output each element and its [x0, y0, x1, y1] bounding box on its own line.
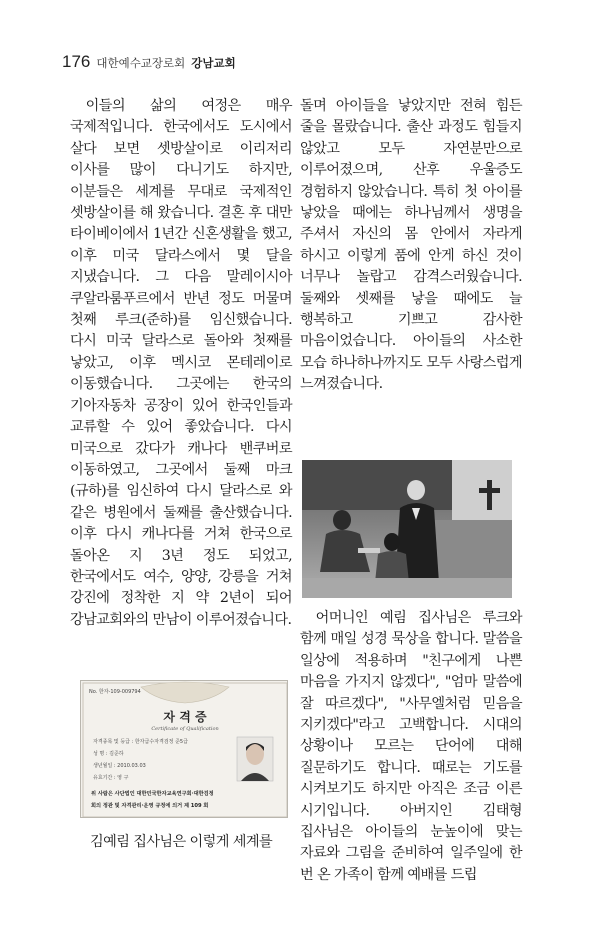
certificate-row: 성 명 : 김준하: [93, 751, 124, 757]
certificate-row: 유효기간 : 영 구: [93, 775, 129, 781]
left-bottom-text: 김예림 집사님은 이렇게 세계를: [90, 834, 273, 850]
certificate-photo: [80, 680, 288, 818]
certificate-number: No. 한자-109-009794: [89, 689, 141, 695]
right-paragraph-top: 돌며 아이들을 낳았지만 전혀 힘든 줄을 몰랐습니다. 출산 과정도 힘들지 않았고 모두 자연분만으로 이루어졌으며, 산후 우울증도 경험하지 않았습니다. 특히 첫 아이를 낳았을 때에는 하나님께서 생명을 주셔서 자신의 몸 안에서 자라게 하시고 이렇게 품에 안게 하신 것이 너무나 놀랍고 감격스러웠습니다. 둘째와 셋째를 낳을 때에도 늘 행복하고 기쁘고 감사한 마음이었습니다. 아이들의 사소한 모습 하나하나까지도 모두 사랑스럽게 느껴졌습니다.: [300, 98, 522, 393]
certificate-row: 생년월일 : 2010.03.03: [93, 763, 146, 769]
right-column-lower: [300, 608, 522, 886]
page-header: [62, 52, 236, 74]
certificate-footer: 회의 정관 및 자격관리·운영 규정에 의거 제 109 회: [91, 803, 209, 809]
right-column: [300, 96, 522, 396]
certificate-row: 자격종목 및 등급 : 한자급수자격검정 준5급: [93, 739, 188, 745]
certificate-subtitle: Certificate of Qualification: [151, 726, 219, 732]
header-org: 대한예수교장로회: [96, 56, 186, 70]
header-church: 강남교회: [191, 56, 236, 70]
left-column: [70, 96, 292, 631]
certificate-title: 자 격 증: [163, 710, 207, 724]
child-portrait: [237, 737, 273, 781]
page-number: 176: [62, 52, 91, 71]
right-paragraph-bottom: 어머니인 예림 집사님은 루크와 함께 매일 성경 묵상을 합니다. 말씀을 일상에 적용하며 "친구에게 나쁜 마음을 가지지 않겠다", "엄마 말씀에 잘 따르겠다", "사무엘처럼 믿음을 지키겠다"라고 고백합니다. 시대의 상황이나 모르는 단어에 대해 질문하기도 합니다. 때로는 기도를 시켜보기도 하지만 아직은 조금 이른 시기입니다. 아버지인 김태형 집사님은 아이들의 눈높이에 맞는 자료와 그림을 준비하여 일주일에 한 번 온 가족이 함께 예배를 드립: [300, 610, 522, 883]
certificate-footer: 위 사람은 사단법인 대한민국한자교육연구회·대한검정: [91, 791, 214, 797]
church-photo: [302, 460, 512, 598]
left-paragraph: 이들의 삶의 여정은 매우 국제적입니다. 한국에서도 도시에서 살다 보면 셋방살이로 이리저리 이사를 많이 다니기도 하지만, 이분들은 세계를 무대로 국제적인 셋방살이를 해 왔습니다. 결혼 후 대만 타이베이에서 1년간 신혼생활을 했고, 이후 미국 달라스에서 몇 달을 지냈습니다. 그 다음 말레이시아 쿠알라룸푸르에서 반년 정도 머물며 첫째 루크(준하)를 임신했습니다. 다시 미국 달라스로 돌아와 첫째를 낳았고, 이후 멕시코 몬테레이로 이동했습니다. 그곳에는 한국의 기아자동차 공장이 있어 한국인들과 교류할 수 있어 좋았습니다. 다시 미국으로 갔다가 캐나다 밴쿠버로 이동하였고, 그곳에서 둘째 마크(규하)를 임신하여 다시 달라스로 와 같은 병원에서 둘째를 출산했습니다. 이후 다시 캐나다를 거쳐 한국으로 돌아온 지 3년 정도 되었고, 한국에서도 여수, 양양, 강릉을 거쳐 강진에 정착한 지 약 2년이 되어 강남교회와의 만남이 이루어졌습니다.: [70, 98, 292, 628]
